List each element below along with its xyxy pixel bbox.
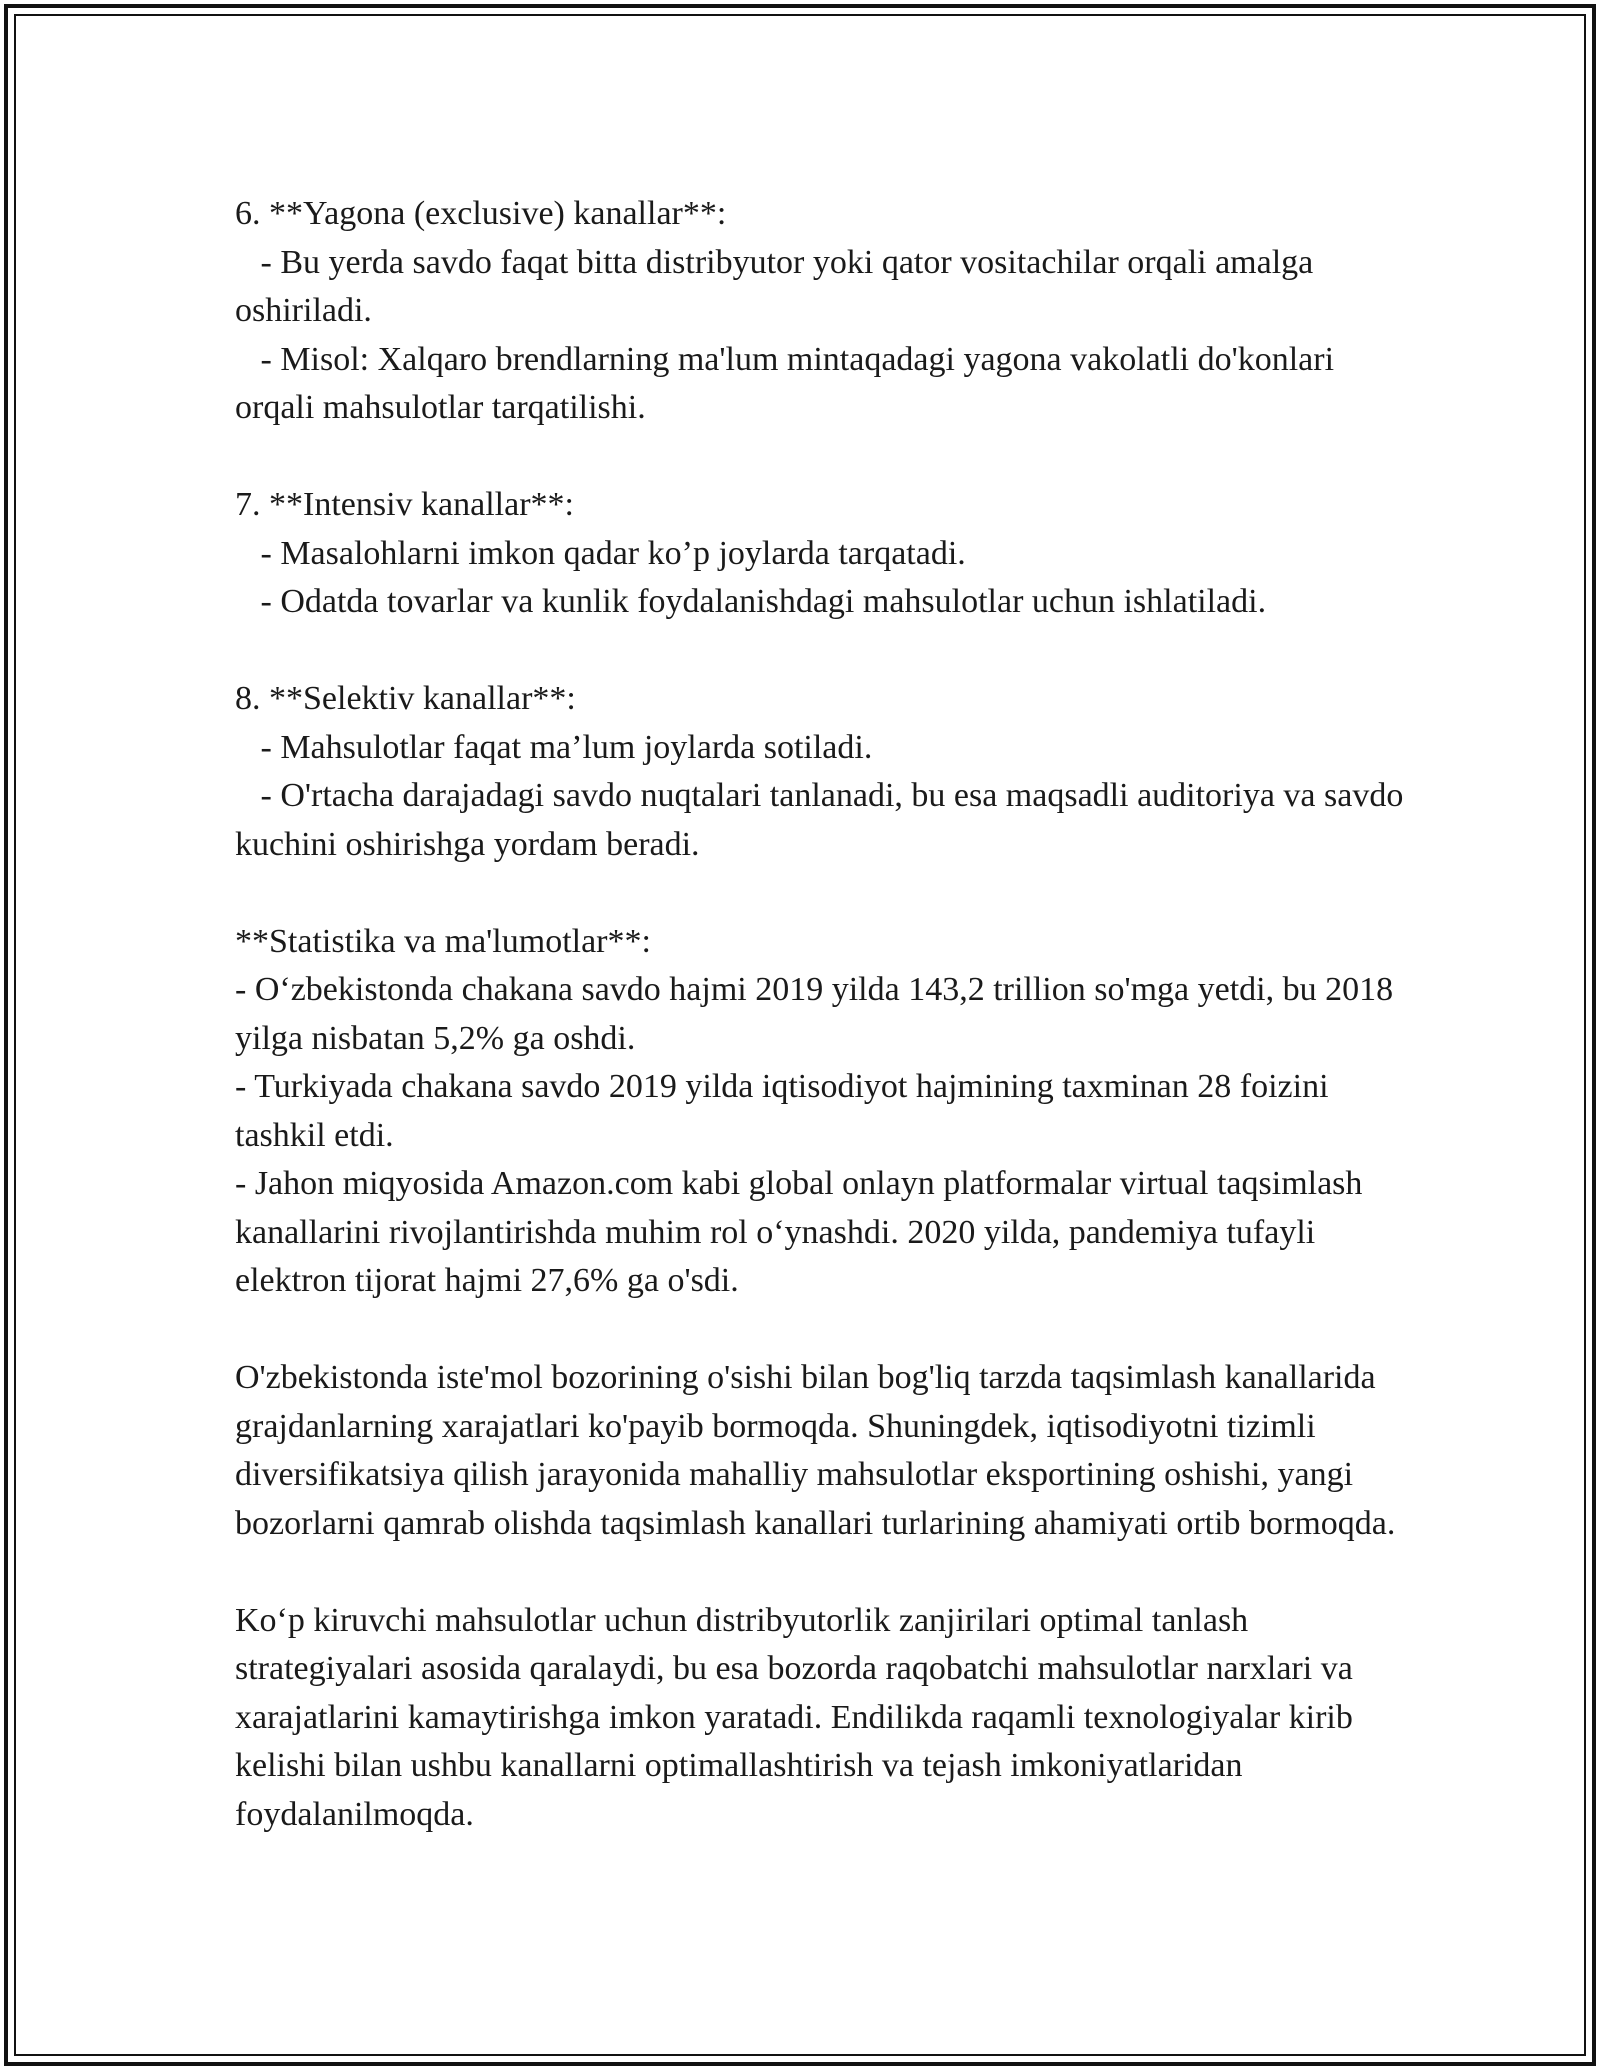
body-paragraph: O'zbekistonda iste'mol bozorining o'sishi bilan bog'liq tarzda taqsimlash kanallarida grajdanlarning xarajatlari ko'payib bormoqda. Shuningdek, iqtisodiyotni tizimli diversifikatsiya qilish jarayonida mahalliy mahsulotlar eksportining oshishi, yangi bozorlarni qamrab olishda taqsimlash kanallari turlarining ahamiyati ortib bormoqda. bbox=[235, 1359, 1396, 1542]
statistics-item: - Jahon miqyosida Amazon.com kabi global onlayn platformalar virtual taqsimlash kanallarini rivojlantirishda muhim rol o‘ynashdi. 2020 yilda, pandemiya tufayli elektron tijorat hajmi 27,6% ga o'sdi. bbox=[235, 1165, 1371, 1299]
bullet-item: - Misol: Xalqaro brendlarning ma'lum mintaqadagi yagona vakolatli do'konlari orqali mahsulotlar tarqatilishi. bbox=[235, 340, 1343, 426]
bullet-item: - O'rtacha darajadagi savdo nuqtalari tanlanadi, bu esa maqsadli auditoriya va savdo kuchini oshirishga yordam beradi. bbox=[235, 777, 1412, 863]
paragraph-gap bbox=[235, 1306, 1410, 1355]
section-heading: 7. **Intensiv kanallar**: bbox=[235, 486, 574, 523]
bullet-item: - Masalohlarni imkon qadar ko’p joylarda tarqatadi. bbox=[235, 534, 966, 572]
statistics-item: - Turkiyada chakana savdo 2019 yilda iqtisodiyot hajmining taxminan 28 foizini tashkil etdi. bbox=[235, 1068, 1338, 1154]
document-body bbox=[235, 190, 1410, 1839]
statistics-section bbox=[235, 918, 1410, 1306]
section-heading: **Statistika va ma'lumotlar**: bbox=[235, 922, 651, 960]
section-heading: 6. **Yagona (exclusive) kanallar**: bbox=[235, 195, 727, 232]
bullet-item: - Odatda tovarlar va kunlik foydalanishdagi mahsulotlar uchun ishlatiladi. bbox=[235, 583, 1267, 620]
section-7 bbox=[235, 481, 1410, 627]
section-6 bbox=[235, 190, 1410, 433]
bullet-item: - Bu yerda savdo faqat bitta distribyutor yoki qator vositachilar orqali amalga oshiriladi. bbox=[235, 243, 1322, 329]
statistics-item: - O‘zbekistonda chakana savdo hajmi 2019 yilda 143,2 trillion so'mga yetdi, bu 2018 yilga nisbatan 5,2% ga oshdi. bbox=[235, 971, 1402, 1057]
bullet-item: - Mahsulotlar faqat ma’lum joylarda sotiladi. bbox=[235, 728, 873, 766]
paragraph-gap bbox=[235, 627, 1410, 676]
section-8 bbox=[235, 675, 1410, 869]
section-heading: 8. **Selektiv kanallar**: bbox=[235, 680, 576, 717]
body-paragraph: Ko‘p kiruvchi mahsulotlar uchun distribyutorlik zanjirilari optimal tanlash strategiyalari asosida qaralaydi, bu esa bozorda raqobatchi mahsulotlar narxlari va xarajatlarini kamaytirishga imkon yaratadi. Endilikda raqamli texnologiyalar kirib kelishi bilan ushbu kanallarni optimallashtirish va tejash imkoniyatlaridan foydalanilmoqda. bbox=[235, 1601, 1362, 1833]
paragraph-gap bbox=[235, 1548, 1410, 1597]
paragraph-gap bbox=[235, 869, 1410, 918]
paragraph-gap bbox=[235, 433, 1410, 482]
